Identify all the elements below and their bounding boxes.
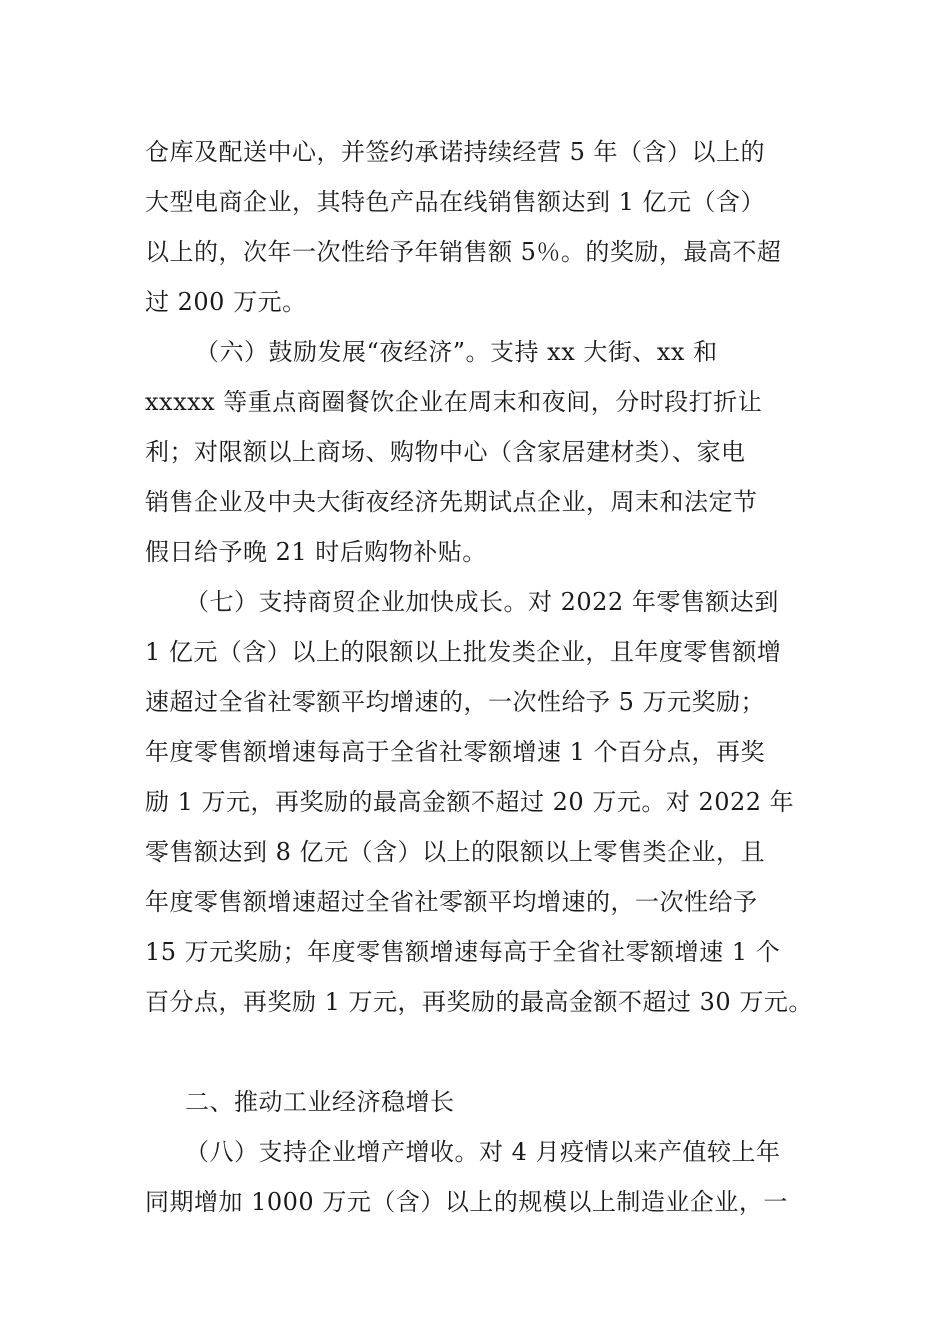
paragraph-line: 15 万元奖励；年度零售额增速每高于全省社零额增速 1 个 — [145, 938, 781, 966]
paragraph-line: （六）鼓励发展“夜经济”。支持 xx 大街、xx 和 — [195, 338, 718, 366]
paragraph-line: 年度零售额增速每高于全省社零额增速 1 个百分点，再奖 — [145, 738, 766, 766]
paragraph-line: 速超过全省社零额平均增速的，一次性给予 5 万元奖励； — [145, 688, 766, 716]
section-heading: 二、推动工业经济稳增长 — [185, 1088, 455, 1116]
paragraph-line: 1 亿元（含）以上的限额以上批发类企业，且年度零售额增 — [145, 638, 782, 666]
paragraph-line: 零售额达到 8 亿元（含）以上的限额以上零售类企业，且 — [145, 838, 766, 866]
paragraph-line: 仓库及配送中心，并签约承诺持续经营 5 年（含）以上的 — [145, 138, 766, 166]
paragraph-line: 百分点，再奖励 1 万元，再奖励的最高金额不超过 30 万元。 — [145, 988, 813, 1016]
paragraph-line: 以上的，次年一次性给予年销售额 5％。的奖励，最高不超 — [145, 238, 782, 266]
paragraph-line: 大型电商企业，其特色产品在线销售额达到 1 亿元（含） — [145, 188, 766, 216]
paragraph-line: 同期增加 1000 万元（含）以上的规模以上制造业企业，一 — [145, 1188, 788, 1216]
paragraph-line: 假日给予晚 21 时后购物补贴。 — [145, 538, 487, 566]
paragraph-line: 年度零售额增速超过全省社零额平均增速的，一次性给予 — [145, 888, 758, 916]
paragraph-line: 利；对限额以上商场、购物中心（含家居建材类）、家电 — [145, 438, 746, 466]
paragraph-line: 过 200 万元。 — [145, 288, 307, 316]
paragraph-line: xxxxx 等重点商圈餐饮企业在周末和夜间，分时段打折让 — [145, 388, 763, 416]
paragraph-line: 销售企业及中夬大街夜经济先期试点企业，周末和法定节 — [145, 488, 758, 516]
paragraph-line: （八）支持企业增产增收。对 4 月疫情以来产值较上年 — [185, 1138, 781, 1166]
paragraph-line: 励 1 万元，再奖励的最高金额不超过 20 万元。对 2022 年 — [145, 788, 795, 816]
paragraph-line: （七）支持商贸企业加快成长。对 2022 年零售额达到 — [185, 588, 779, 616]
